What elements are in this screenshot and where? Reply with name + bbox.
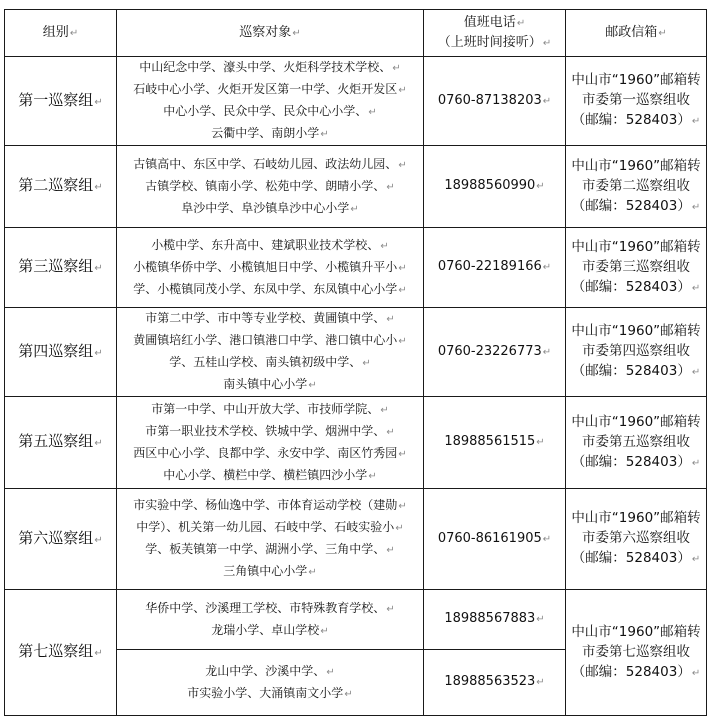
school-line: 学、小榄镇同茂小学、东凤中学、东凤镇中心小学 ↵ — [121, 279, 419, 301]
school-line: 西区中心小学、良都中学、永安中学、南区竹秀园 ↵ — [121, 443, 419, 465]
group-name: 第六巡察组 ↵ — [5, 489, 117, 590]
mailbox: 中山市“1960”邮箱转市委第四巡察组收（邮编：528403） ↵ — [566, 308, 707, 397]
table-row — [5, 590, 707, 650]
table-row — [5, 489, 707, 590]
mailbox: 中山市“1960”邮箱转市委第七巡察组收（邮编：528403） ↵ — [566, 590, 707, 716]
school-line: 华侨中学、沙溪理工学校、市特殊教育学校、 ↵ — [121, 598, 419, 620]
school-line: 三角镇中心小学 ↵ — [121, 561, 419, 583]
header-phone: 值班电话 ↵ （上班时间接听） ↵ — [424, 10, 566, 57]
school-line: 学、五桂山学校、南头镇初级中学、 ↵ — [121, 352, 419, 374]
duty-phone: 18988560990 ↵ — [424, 146, 566, 228]
table-row — [5, 308, 707, 397]
duty-phone: 0760-87138203 ↵ — [424, 57, 566, 146]
school-line: 市实验小学、大涌镇南文小学 ↵ — [121, 683, 419, 705]
school-line: 龙山中学、沙溪中学、 ↵ — [121, 661, 419, 683]
school-list — [117, 397, 424, 489]
school-line: 石岐中心小学、火炬开发区第一中学、火炬开发区 ↵ — [121, 79, 419, 101]
header-row — [5, 10, 707, 57]
school-line: 古镇学校、镇南小学、松苑中学、朗晴小学、 ↵ — [121, 176, 419, 198]
table-row — [5, 146, 707, 228]
school-list — [117, 650, 424, 716]
school-line: 黄圃镇培红小学、港口镇港口中学、港口镇中心小 ↵ — [121, 330, 419, 352]
table-row — [5, 57, 707, 146]
duty-phone: 18988567883 ↵ — [424, 590, 566, 650]
group-name: 第二巡察组 ↵ — [5, 146, 117, 228]
table-row — [5, 228, 707, 308]
group-name: 第三巡察组 ↵ — [5, 228, 117, 308]
school-line: 阜沙中学、阜沙镇阜沙中心小学 ↵ — [121, 198, 419, 220]
school-line: 中山纪念中学、濠头中学、火炬科学技术学校、 ↵ — [121, 57, 419, 79]
school-line: 中心小学、横栏中学、横栏镇四沙小学 ↵ — [121, 465, 419, 487]
patrol-schedule-table — [4, 9, 707, 716]
school-line: 学、板芙镇第一中学、湖洲小学、三角中学、 ↵ — [121, 539, 419, 561]
group-name: 第七巡察组 ↵ — [5, 590, 117, 716]
mailbox: 中山市“1960”邮箱转市委第二巡察组收（邮编：528403） ↵ — [566, 146, 707, 228]
group-name: 第四巡察组 ↵ — [5, 308, 117, 397]
school-list — [117, 308, 424, 397]
table-row — [5, 397, 707, 489]
school-line: 中学）、机关第一幼儿园、石岐中学、石岐实验小 ↵ — [121, 517, 419, 539]
school-list — [117, 57, 424, 146]
school-list — [117, 489, 424, 590]
school-line: 市第一职业技术学校、铁城中学、烟洲中学、 ↵ — [121, 421, 419, 443]
header-target: 巡察对象 ↵ — [117, 10, 424, 57]
school-line: 市第二中学、市中等专业学校、黄圃镇中学、 ↵ — [121, 308, 419, 330]
school-line: 中心小学、民众中学、民众中心小学、 ↵ — [121, 101, 419, 123]
school-list — [117, 228, 424, 308]
school-line: 小榄中学、东升高中、建斌职业技术学校、 ↵ — [121, 235, 419, 257]
school-line: 古镇高中、东区中学、石岐幼儿园、政法幼儿园、 ↵ — [121, 154, 419, 176]
header-group: 组别 ↵ — [5, 10, 117, 57]
school-line: 市实验中学、杨仙逸中学、市体育运动学校（建勋 ↵ — [121, 495, 419, 517]
mailbox: 中山市“1960”邮箱转市委第一巡察组收（邮编：528403） ↵ — [566, 57, 707, 146]
school-list — [117, 146, 424, 228]
duty-phone: 0760-22189166 ↵ — [424, 228, 566, 308]
mailbox: 中山市“1960”邮箱转市委第六巡察组收（邮编：528403） ↵ — [566, 489, 707, 590]
mailbox: 中山市“1960”邮箱转市委第五巡察组收（邮编：528403） ↵ — [566, 397, 707, 489]
group-name: 第一巡察组 ↵ — [5, 57, 117, 146]
school-line: 龙瑞小学、卓山学校 ↵ — [121, 620, 419, 642]
group-name: 第五巡察组 ↵ — [5, 397, 117, 489]
school-line: 云衢中学、南朗小学 ↵ — [121, 123, 419, 145]
header-mail: 邮政信箱 ↵ — [566, 10, 707, 57]
school-line: 南头镇中心小学 ↵ — [121, 374, 419, 396]
duty-phone: 0760-86161905 ↵ — [424, 489, 566, 590]
mailbox: 中山市“1960”邮箱转市委第三巡察组收（邮编：528403） ↵ — [566, 228, 707, 308]
duty-phone: 18988561515 ↵ — [424, 397, 566, 489]
school-line: 小榄镇华侨中学、小榄镇旭日中学、小榄镇升平小 ↵ — [121, 257, 419, 279]
school-list — [117, 590, 424, 650]
duty-phone: 18988563523 ↵ — [424, 650, 566, 716]
duty-phone: 0760-23226773 ↵ — [424, 308, 566, 397]
school-line: 市第一中学、中山开放大学、市技师学院、 ↵ — [121, 399, 419, 421]
